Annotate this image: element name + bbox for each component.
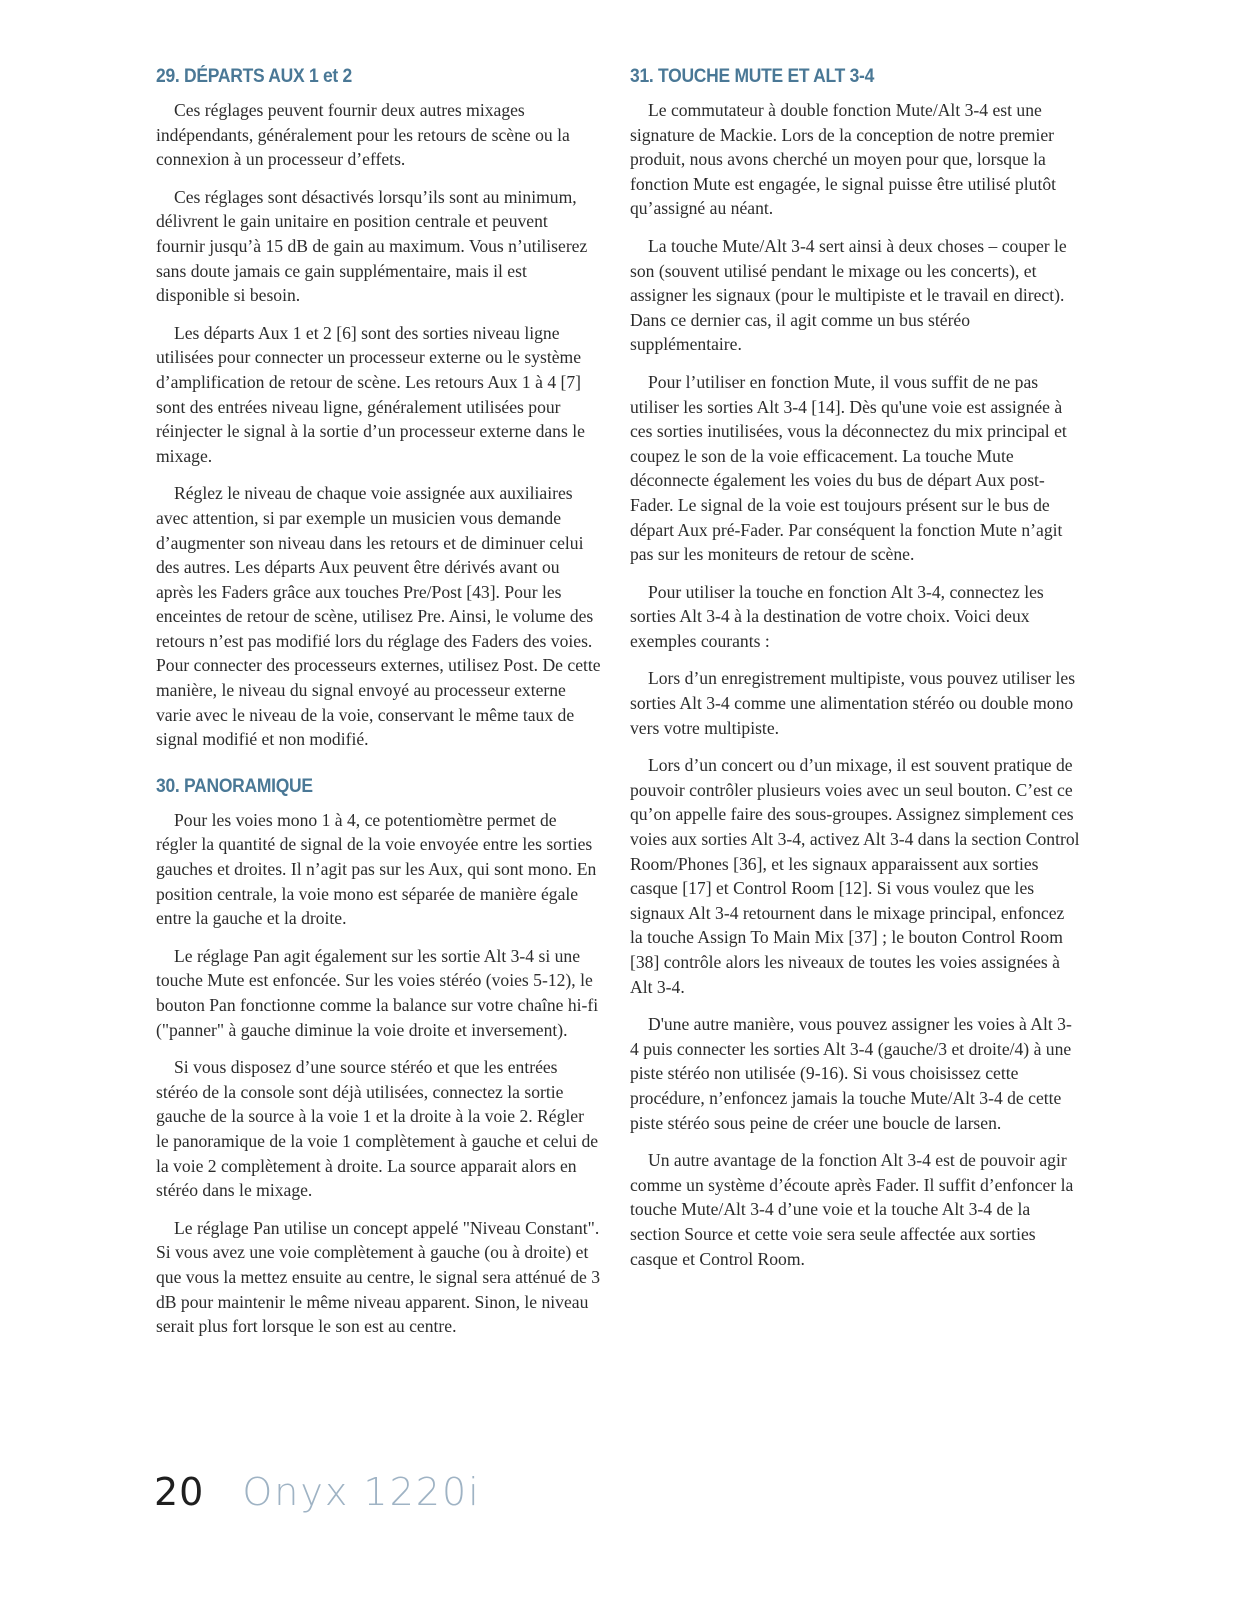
paragraph: D'une autre manière, vous pouvez assigner les voies à Alt 3-4 puis connecter les sorties Alt 3-4 (gauche/3 et droite/4) à une piste stéréo non utilisée (9-16). Si vous choisissez cette procédure, n’enfoncez jamais la touche Mute/Alt 3-4 de cette piste stéréo sous peine de créer une boucle de larsen. [630, 1014, 1072, 1133]
paragraph: Ces réglages sont désactivés lorsqu’ils sont au minimum, délivrent le gain unitaire en position centrale et peuvent fournir jusqu’à 15 dB de gain au maximum. Vous n’utiliserez sans doute jamais ce gain supplémentaire, mais il est disponible si besoin. [156, 186, 588, 306]
right-column [630, 64, 1080, 1293]
paragraph: Le réglage Pan agit également sur les sortie Alt 3-4 si une touche Mute est enfoncée. Sur les voies stéréo (voies 5-12), le bouton Pan fonctionne comme la balance sur votre chaîne hi-fi ("panner" à gauche diminue la voie droite et inversement). [156, 945, 599, 1040]
paragraph: Le réglage Pan utilise un concept appelé "Niveau Constant". Si vous avez une voie complètement à gauche (ou à droite) et que vous la mettez ensuite au centre, le signal sera atténué de 3 dB pour maintenir le même niveau apparent. Sinon, le niveau serait plus fort lorsque le son est au centre. [156, 1217, 601, 1337]
paragraph: Lors d’un enregistrement multipiste, vous pouvez utiliser les sorties Alt 3-4 comme une alimentation stéréo ou double mono vers votre multipiste. [630, 668, 1076, 738]
section-aux-sends [156, 64, 601, 752]
page-footer [154, 1470, 481, 1524]
section-mute-alt [630, 64, 1080, 1271]
paragraph: Pour l’utiliser en fonction Mute, il vous suffit de ne pas utiliser les sorties Alt 3-4 [14]. Dès qu'une voie est assignée à ces sorties inutilisées, vous la déconnectez du mix principal et coupez le son de la voie efficacement. La touche Mute déconnecte également les voies du bus de départ Aux post-Fader. Le signal de la voie est toujours présent sur le bus de départ Aux pré-Fader. Par conséquent la fonction Mute n’agit pas sur les moniteurs de retour de scène. [630, 371, 1067, 565]
section-heading: 30. PANORAMIQUE [156, 775, 313, 797]
section-panoramique [156, 774, 601, 1339]
page-number: 20 [154, 1470, 205, 1514]
paragraph: Pour utiliser la touche en fonction Alt 3-4, connectez les sorties Alt 3-4 à la destination de votre choix. Voici deux exemples courants : [630, 581, 1044, 651]
paragraph: Si vous disposez d’une source stéréo et que les entrées stéréo de la console sont déjà utilisées, connectez la sortie gauche de la source à la voie 1 et la droite à la voie 2. Régler le panoramique de la voie 1 complètement à gauche et celui de la voie 2 complètement à droite. La source apparait alors en stéréo dans le mixage. [156, 1057, 599, 1201]
section-heading: 31. TOUCHE MUTE ET ALT 3-4 [630, 66, 875, 87]
paragraph: La touche Mute/Alt 3-4 sert ainsi à deux choses – couper le son (souvent utilisé pendant le mixage ou les concerts), et assigner les signaux (pour le multipiste et le travail en direct). Dans ce dernier cas, il agit comme un bus stéréo supplémentaire. [630, 235, 1067, 355]
section-heading: 29. DÉPARTS AUX 1 et 2 [156, 66, 352, 87]
product-name: Onyx 1220i [242, 1470, 481, 1514]
paragraph: Les départs Aux 1 et 2 [6] sont des sorties niveau ligne utilisées pour connecter un processeur externe ou le système d’amplification de retour de scène. Les retours Aux 1 à 4 [7] sont des entrées niveau ligne, généralement utilisées pour réinjecter le signal à la sortie d’un processeur externe dans le mixage. [156, 322, 585, 466]
paragraph: Pour les voies mono 1 à 4, ce potentiomètre permet de régler la quantité de signal de la voie envoyée entre les sorties gauches et droites. Il n’agit pas sur les Aux, qui sont mono. En position centrale, la voie mono est séparée de manière égale entre la gauche et la droite. [156, 809, 597, 929]
left-column [156, 64, 601, 1361]
paragraph: Ces réglages peuvent fournir deux autres mixages indépendants, généralement pour les retours de scène ou la connexion à un processeur d’effets. [156, 100, 570, 170]
paragraph: Un autre avantage de la fonction Alt 3-4 est de pouvoir agir comme un système d’écoute après Fader. Il suffit d’enfoncer la touche Mute/Alt 3-4 d’une voie et la touche Alt 3-4 de la section Source et cette voie sera seule affectée aux sorties casque et Control Room. [630, 1150, 1074, 1269]
paragraph: Réglez le niveau de chaque voie assignée aux auxiliaires avec attention, si par exemple un musicien vous demande d’augmenter son niveau dans les retours et de diminuer celui des autres. Les départs Aux peuvent être dérivés avant ou après les Faders grâce aux touches Pre/Post [43]. Pour les enceintes de retour de scène, utilisez Pre. Ainsi, le volume des retours n’est pas modifié lors du réglage des Faders des voies. Pour connecter des processeurs externes, utilisez Post. De cette manière, le niveau du signal envoyé au processeur externe varie avec le niveau de la voie, conservant le même taux de signal modifié et non modifié. [156, 483, 601, 750]
paragraph: Le commutateur à double fonction Mute/Alt 3-4 est une signature de Mackie. Lors de la conception de notre premier produit, nous avons cherché un moyen pour que, lorsque la fonction Mute est engagée, le signal puisse être utilisé plutôt qu’assigné au néant. [630, 100, 1057, 219]
paragraph: Lors d’un concert ou d’un mixage, il est souvent pratique de pouvoir contrôler plusieurs voies avec un seul bouton. C’est ce qu’on appelle faire des sous-groupes. Assignez simplement ces voies aux sorties Alt 3-4, activez Alt 3-4 dans la section Control Room/Phones [36], et les signaux apparaissent aux sorties casque [17] et Control Room [12]. Si vous voulez que les signaux Alt 3-4 retournent dans le mixage principal, enfoncez la touche Assign To Main Mix [37] ; le bouton Control Room [38] contrôle alors les niveaux de toutes les voies assignées à Alt 3-4. [630, 755, 1080, 997]
